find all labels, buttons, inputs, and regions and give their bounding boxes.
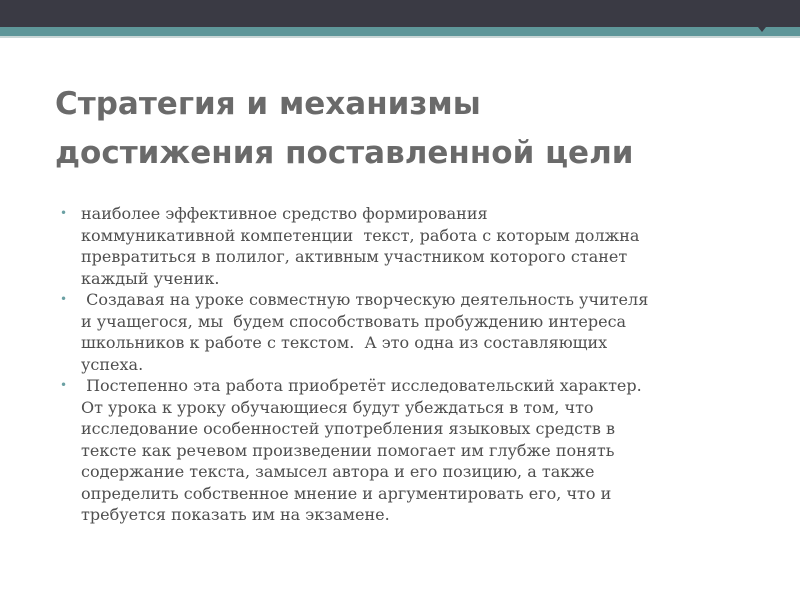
slide-title-line: достижения поставленной цели [55, 135, 634, 171]
bullet-item [60, 289, 760, 375]
bullet-text-line: и учащегося, мы будем способствовать пробуждению интереса [81, 311, 627, 331]
bullet-text-line: исследование особенностей употребления языковых средств в [81, 419, 615, 438]
bullet-text-line: наиболее эффективное средство формирования [81, 204, 488, 223]
bullet-text-line: содержание текста, замысел автора и его позицию, а также [81, 462, 595, 481]
header-bar-accent [0, 36, 800, 38]
bullet-item [60, 375, 760, 526]
slide-title [55, 80, 755, 178]
bullet-icon: • [60, 292, 68, 306]
bullet-icon: • [60, 206, 68, 220]
bullet-text-line: тексте как речевом произведении помогает им глубже понять [81, 440, 615, 460]
bullet-text-line: От урока к уроку обучающиеся будут убеждаться в том, что [81, 397, 594, 417]
bullet-text-line: каждый ученик. [81, 268, 220, 288]
header-bar-dark [0, 0, 800, 27]
bullet-text-line: коммуникативной компетенции текст, работа с которым должна [81, 225, 640, 245]
bullet-text-line: определить собственное мнение и аргументировать его, что и [81, 483, 612, 503]
bullet-text-line: Постепенно эта работа приобретёт исследовательский характер. [81, 376, 642, 395]
bullet-text-line: школьников к работе с текстом. А это одна из составляющих [81, 333, 608, 352]
bullet-item [60, 203, 760, 289]
slide-title-line: Стратегия и механизмы [55, 86, 481, 122]
bullet-list [60, 203, 760, 526]
bullet-text-line: успеха. [81, 354, 144, 374]
bullet-icon: • [60, 378, 68, 392]
header-bar-teal [0, 27, 800, 36]
corner-notch-icon [754, 22, 770, 32]
bullet-text-line: требуется показать им на экзамене. [81, 505, 390, 524]
bullet-text-line: превратиться в полилог, активным участником которого станет [81, 247, 628, 266]
bullet-text-line: Создавая на уроке совместную творческую деятельность учителя [81, 290, 649, 309]
